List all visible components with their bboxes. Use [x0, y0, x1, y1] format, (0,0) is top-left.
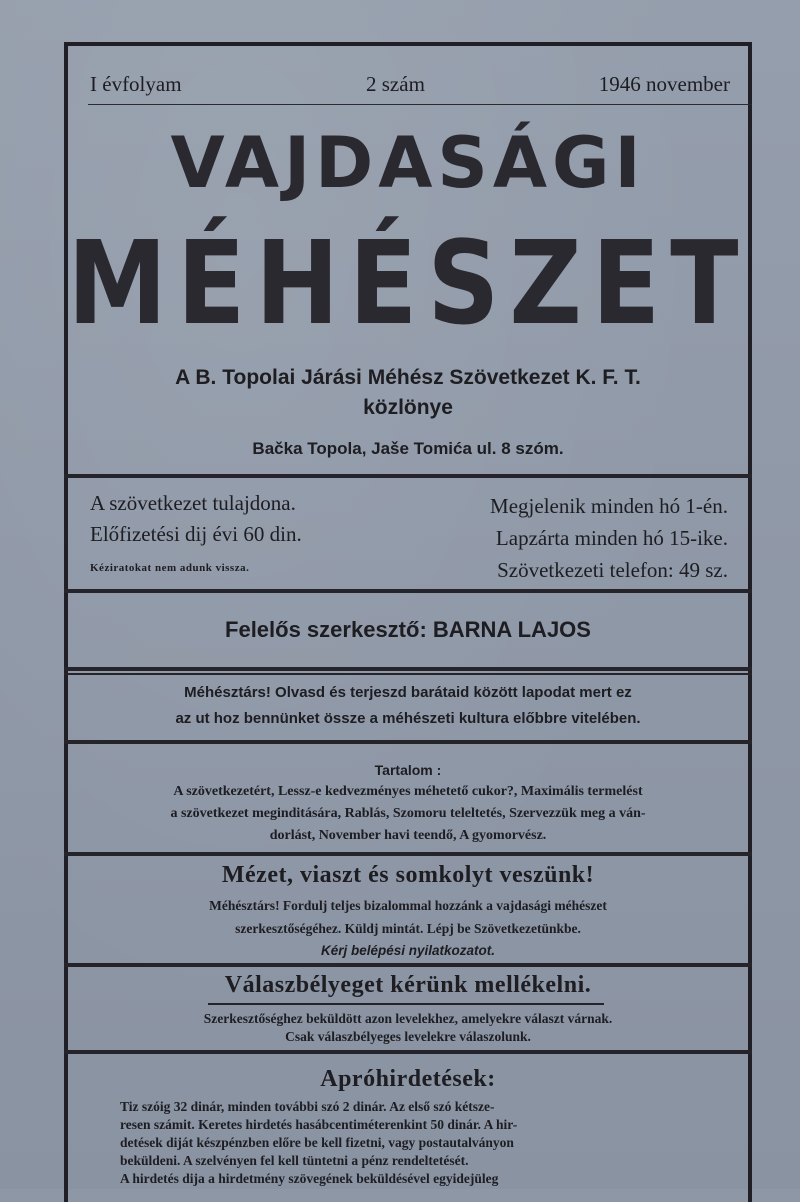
publisher-address: Bačka Topola, Jaše Tomića ul. 8 szóm. [252, 439, 564, 458]
masthead-title-line1: VAJDASÁGI [170, 122, 646, 204]
classifieds-line: Tiz szóig 32 dinár, minden további szó 2 dinár. Az első szó kétsze- [120, 1099, 495, 1114]
classifieds-line: resen számit. Keretes hirdetés hasábcentiméterenkint 50 dinár. A hir- [120, 1117, 518, 1132]
publisher-name: A B. Topolai Járási Méhész Szövetkezet K. F. T. [175, 366, 641, 389]
stamps-line: Csak válaszbélyeges levelekre válaszolunk. [285, 1029, 531, 1044]
info-ownership: A szövetkezet tulajdona. [90, 491, 296, 515]
divider [64, 589, 752, 593]
publisher-subtitle: közlönye [363, 396, 453, 419]
divider [64, 673, 752, 675]
classifieds-heading: Apróhirdetések: [320, 1066, 496, 1092]
stamps-line: Szerkesztőséghez beküldött azon levelekhez, amelyekre választ várnak. [203, 1011, 613, 1026]
contents-line: dorlást, November havi teendő, A gyomorvész. [269, 828, 547, 843]
buying-line: Méhésztárs! Fordulj teljes bizalommal hozzánk a vajdasági méhészet [209, 898, 607, 913]
masthead-title-line2: MÉHÉSZET [67, 216, 749, 351]
issue-date: 1946 november [598, 72, 730, 96]
callout-line1: Méhésztárs! Olvasd és terjeszd barátaid között lapodat mert ez [184, 684, 632, 701]
info-phone: Szövetkezeti telefon: 49 sz. [497, 558, 728, 582]
issue-number: 2 szám [366, 72, 425, 96]
divider [64, 1050, 752, 1054]
contents-heading: Tartalom : [374, 762, 442, 778]
info-publication: Megjelenik minden hó 1-én. [490, 494, 728, 518]
editor-line: Felelős szerkesztő: BARNA LAJOS [225, 617, 591, 642]
classifieds-line: A hirdetés dija a hirdetmény szövegének beküldésével egyidejüleg [120, 1171, 499, 1186]
heading-underline [208, 1003, 604, 1005]
divider [64, 667, 752, 671]
stamps-heading: Válaszbélyeget kérünk mellékelni. [224, 972, 592, 998]
divider [64, 474, 752, 478]
info-subscription: Előfizetési dij évi 60 din. [90, 522, 302, 546]
classifieds-line: detések diját készpénzben előre be kell fizetni, vagy postautalványon [120, 1135, 514, 1150]
contents-line: a szövetkezet meginditására, Rablás, Szomoru teleltetés, Szervezzük meg a ván- [170, 806, 646, 821]
buying-emphasis: Kérj belépési nyilatkozatot. [320, 943, 496, 958]
callout-line2: az ut hoz bennünket össze a méhészeti kultura előbbre vitelében. [175, 710, 641, 727]
contents-line: A szövetkezetért, Lessz-e kedvezményes méhetető cukor?, Maximális termelést [173, 784, 643, 799]
divider [64, 963, 752, 967]
issue-header [88, 72, 752, 105]
classifieds-line: beküldeni. A szelvényen fel kell tüntetni a pénz rendeltetését. [120, 1153, 469, 1168]
divider [64, 852, 752, 856]
info-manuscripts: Kéziratokat nem adunk vissza. [90, 562, 250, 574]
volume-label: I évfolyam [90, 72, 182, 96]
buying-heading: Mézet, viaszt és somkolyt veszünk! [221, 862, 595, 888]
divider [64, 740, 752, 744]
buying-line: szerkesztőségéhez. Küldj mintát. Lépj be Szövetkezetünkbe. [235, 921, 581, 936]
info-deadline: Lapzárta minden hó 15-ike. [495, 526, 728, 550]
